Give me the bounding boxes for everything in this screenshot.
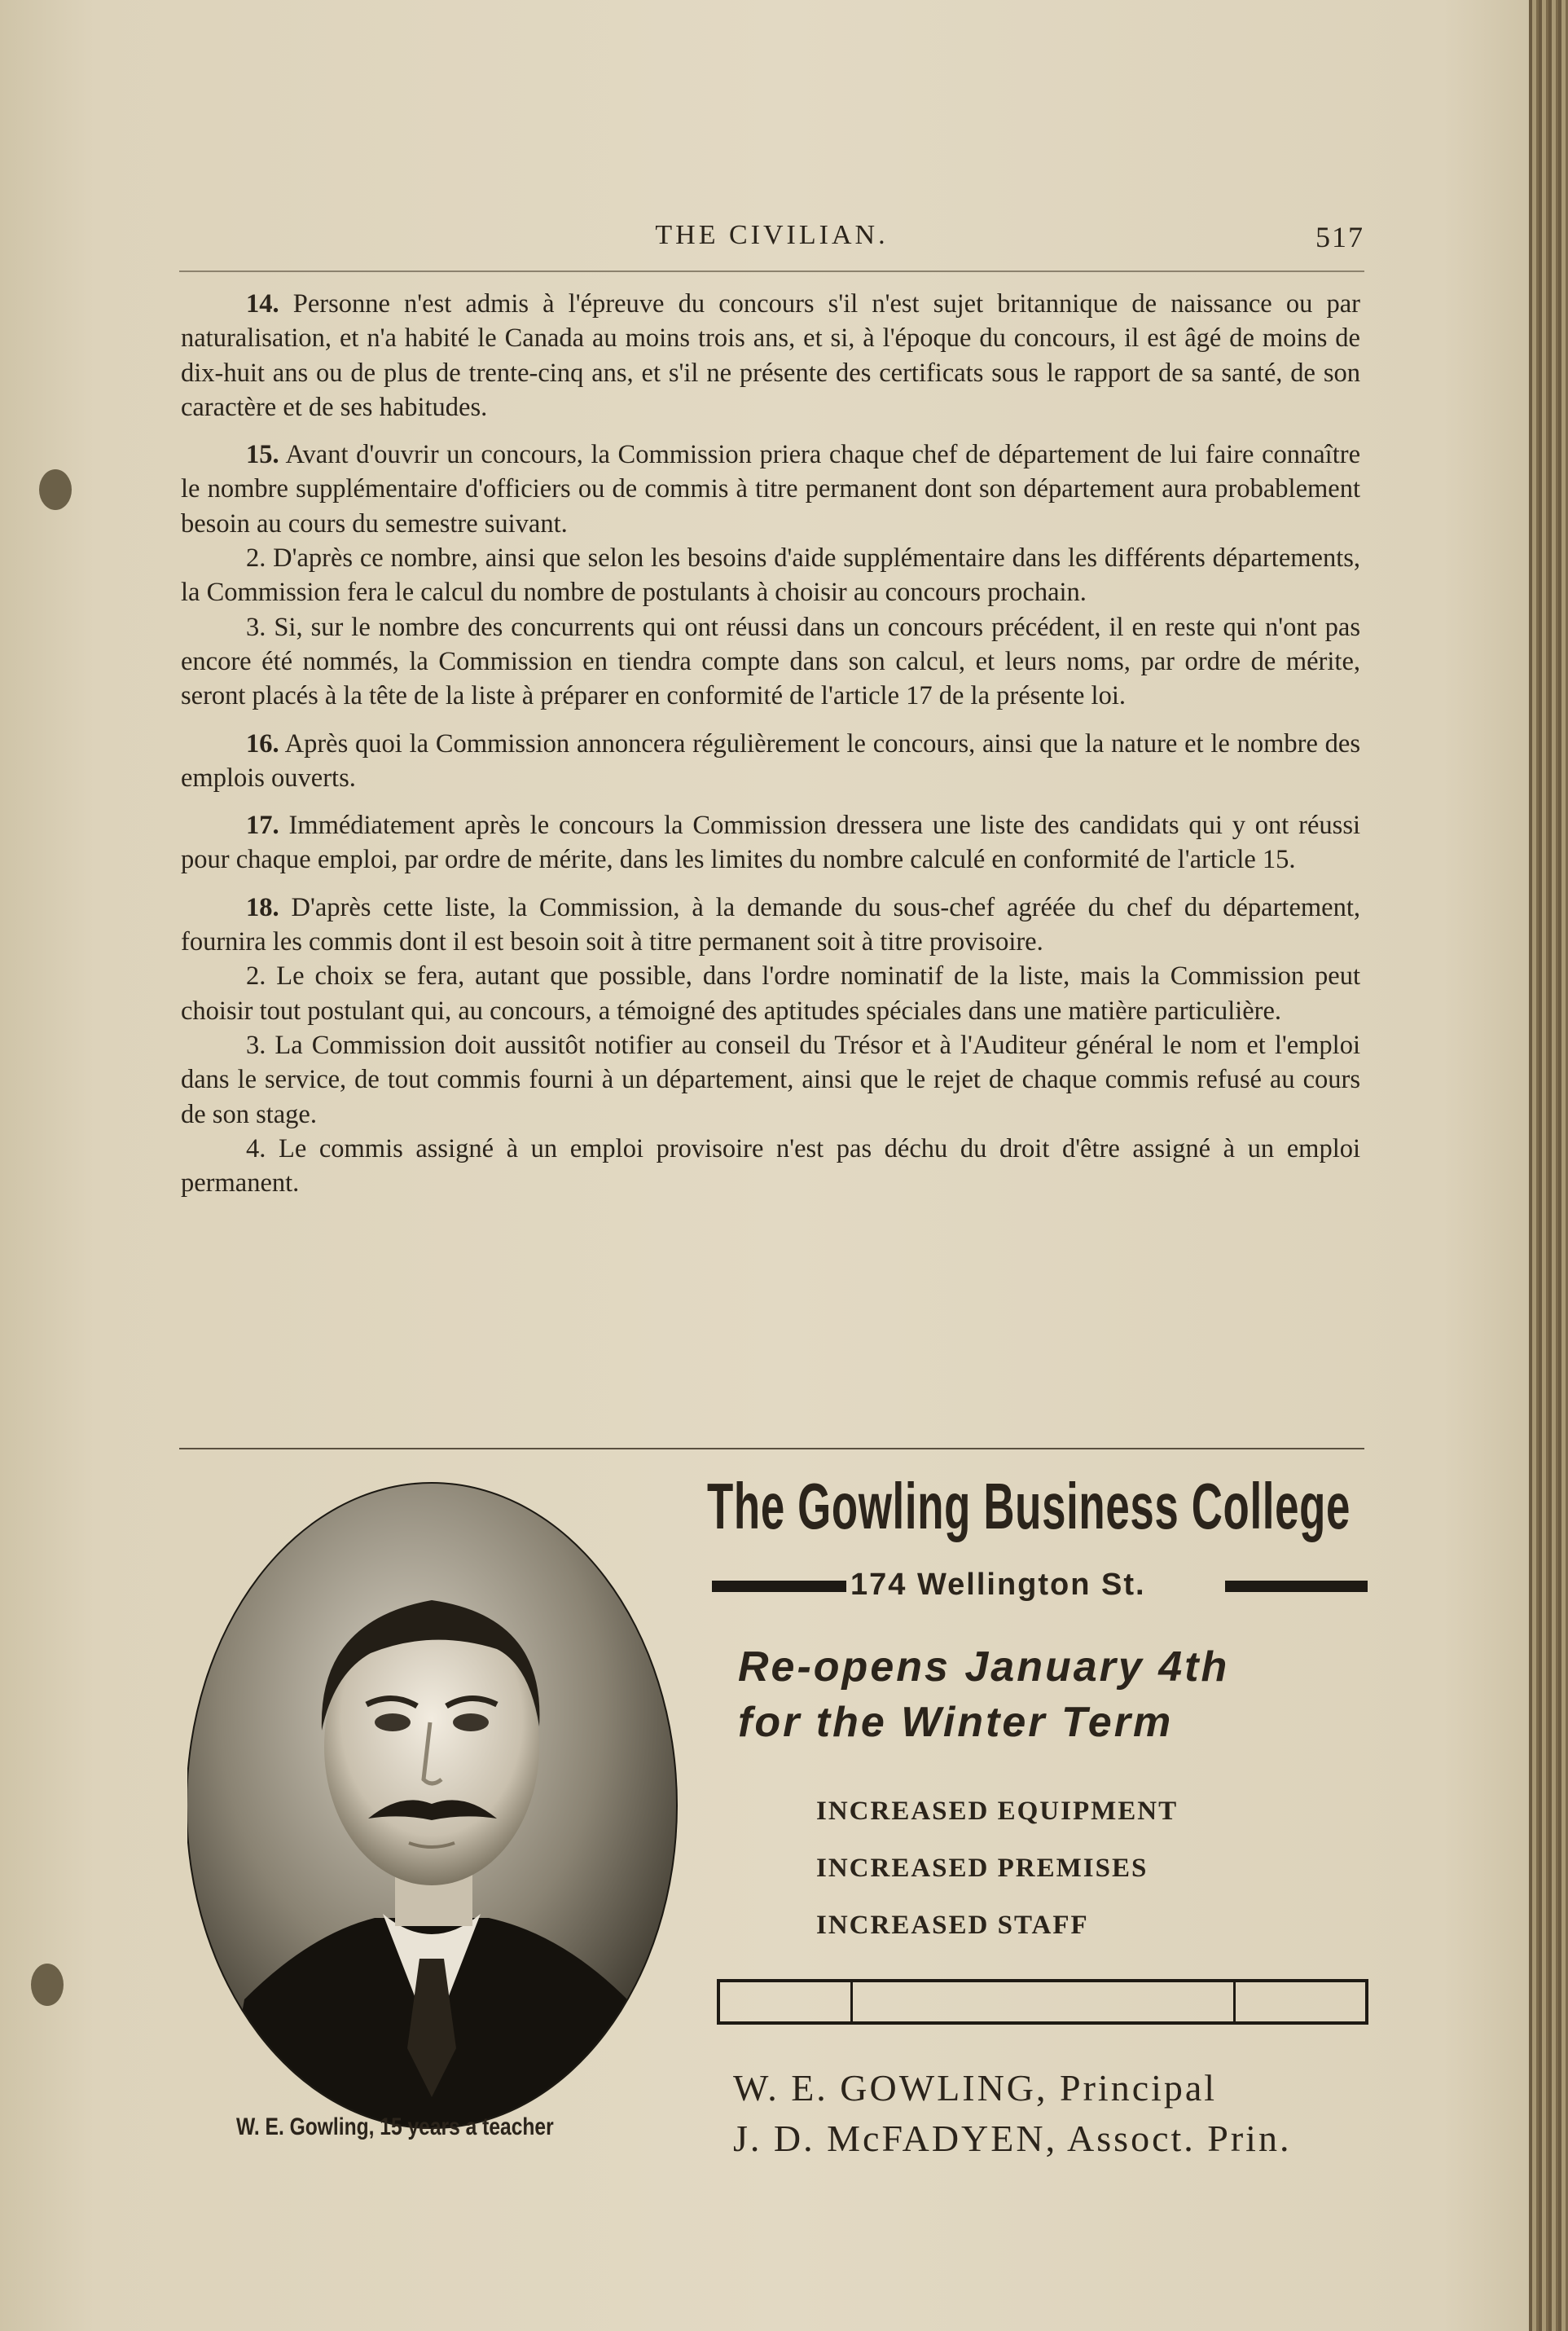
decorative-box-rule [717,1979,1368,2025]
article-text: Avant d'ouvrir un concours, la Commission priera chaque chef de département de lui faire connaître le nombre supplémentaire d'officiers ou de commis à titre permanent dont son département aura probablement besoin au cours du semestre suivant. [181,440,1360,539]
feature-item: INCREASED PREMISES [816,1854,1149,1883]
binding-hole [39,469,72,510]
article-18-sub-3: 3. La Commission doit aussitôt notifier au conseil du Trésor et à l'Auditeur général le nom et l'emploi dans le service, de tout commis fourni à un département, ainsi que le rejet de chaque commis refusé au cours de son stage. [181,1030,1360,1129]
decorative-bar [1225,1581,1368,1592]
feature-item: INCREASED EQUIPMENT [816,1797,1179,1826]
staff-list [733,2063,1291,2164]
article-18 [181,891,1360,960]
article-15-sub-2: 2. D'après ce nombre, ainsi que selon les besoins d'aide supplémentaire dans les différents départements, la Commission fera le calcul du nombre de postulants à choisir au concours prochain. [181,543,1360,608]
article-text: Immédiatement après le concours la Commission dressera une liste des candidats qui y ont réussi pour chaque emploi, par ordre de mérite, dans les limites du nombre calculé en conformité de l'article 15. [181,811,1360,875]
article-text: Personne n'est admis à l'épreuve du concours s'il n'est sujet britannique de naissance ou par naturalisation, et n'a habité le Canada au moins trois ans, et si, à l'époque du concours, il est âgé de moins de dix-huit ans ou de plus de trente-cinq ans, et s'il ne présente des certificats sous le rapport de sa santé, de son caractère et de ses habitudes. [181,289,1361,422]
associate-principal-name: J. D. McFADYEN, Assoct. Prin. [733,2118,1292,2159]
principal-portrait [187,1478,684,2138]
article-number: 17. [246,811,279,841]
article-number: 14. [246,289,279,319]
article-number: 15. [246,440,279,470]
article-text: D'après cette liste, la Commission, à la demande du sous-chef agréée du chef du département, fournira les commis dont il est besoin soit à titre permanent soit à titre provisoire. [181,892,1360,957]
article-18-sub-4: 4. Le commis assigné à un emploi provisoire n'est pas déchu du droit d'être assigné à un emploi permanent. [181,1133,1360,1198]
article-15 [181,438,1360,541]
running-title: THE CIVILIAN. [655,220,889,250]
feature-item: INCREASED STAFF [816,1911,1089,1940]
feature-list [816,1783,1178,1954]
article-number: 18. [246,892,279,922]
gowling-advertisement [179,1452,1368,2169]
article-15-sub-3: 3. Si, sur le nombre des concurrents qui ont réussi dans un concours précédent, il en reste qui n'ont pas encore été nommés, la Commission en tiendra compte dans son calcul, et leurs noms, par ordre de mérite, seront placés à la tête de la liste à préparer en conformité de l'article 17 de la présente loi. [181,612,1360,711]
address-row [712,1568,1368,1607]
article-17 [181,808,1360,877]
page-number: 517 [1315,221,1364,253]
photo-caption: W. E. Gowling, 15 years a teacher [236,2113,554,2140]
college-address: 174 Wellington St. [850,1568,1146,1602]
article-18-sub-2: 2. Le choix se fera, autant que possible, dans l'ordre nominatif de la liste, mais la Commission peut choisir tout postulant qui, au concours, a témoigné des aptitudes spéciales dans une matière particulière. [181,961,1360,1026]
article-text: Après quoi la Commission annoncera régulièrement le concours, ainsi que la nature et le nombre des emplois ouverts. [181,728,1360,793]
article-number: 16. [246,728,279,759]
principal-name: W. E. GOWLING, Principal [733,2067,1218,2109]
reopen-line-1: Re-opens January 4th [738,1643,1230,1691]
advertisement-rule [179,1448,1364,1449]
article-14 [181,287,1360,424]
college-name: The Gowling Business College [707,1470,1351,1542]
header-rule [179,270,1364,272]
reopen-line-2: for the Winter Term [738,1699,1174,1746]
page-stack-edge [1529,0,1568,2331]
running-head [179,218,1364,257]
article-body [181,287,1360,1200]
binding-hole [31,1964,64,2006]
decorative-bar [712,1581,846,1592]
article-16 [181,727,1360,796]
reopen-notice [738,1639,1373,1750]
